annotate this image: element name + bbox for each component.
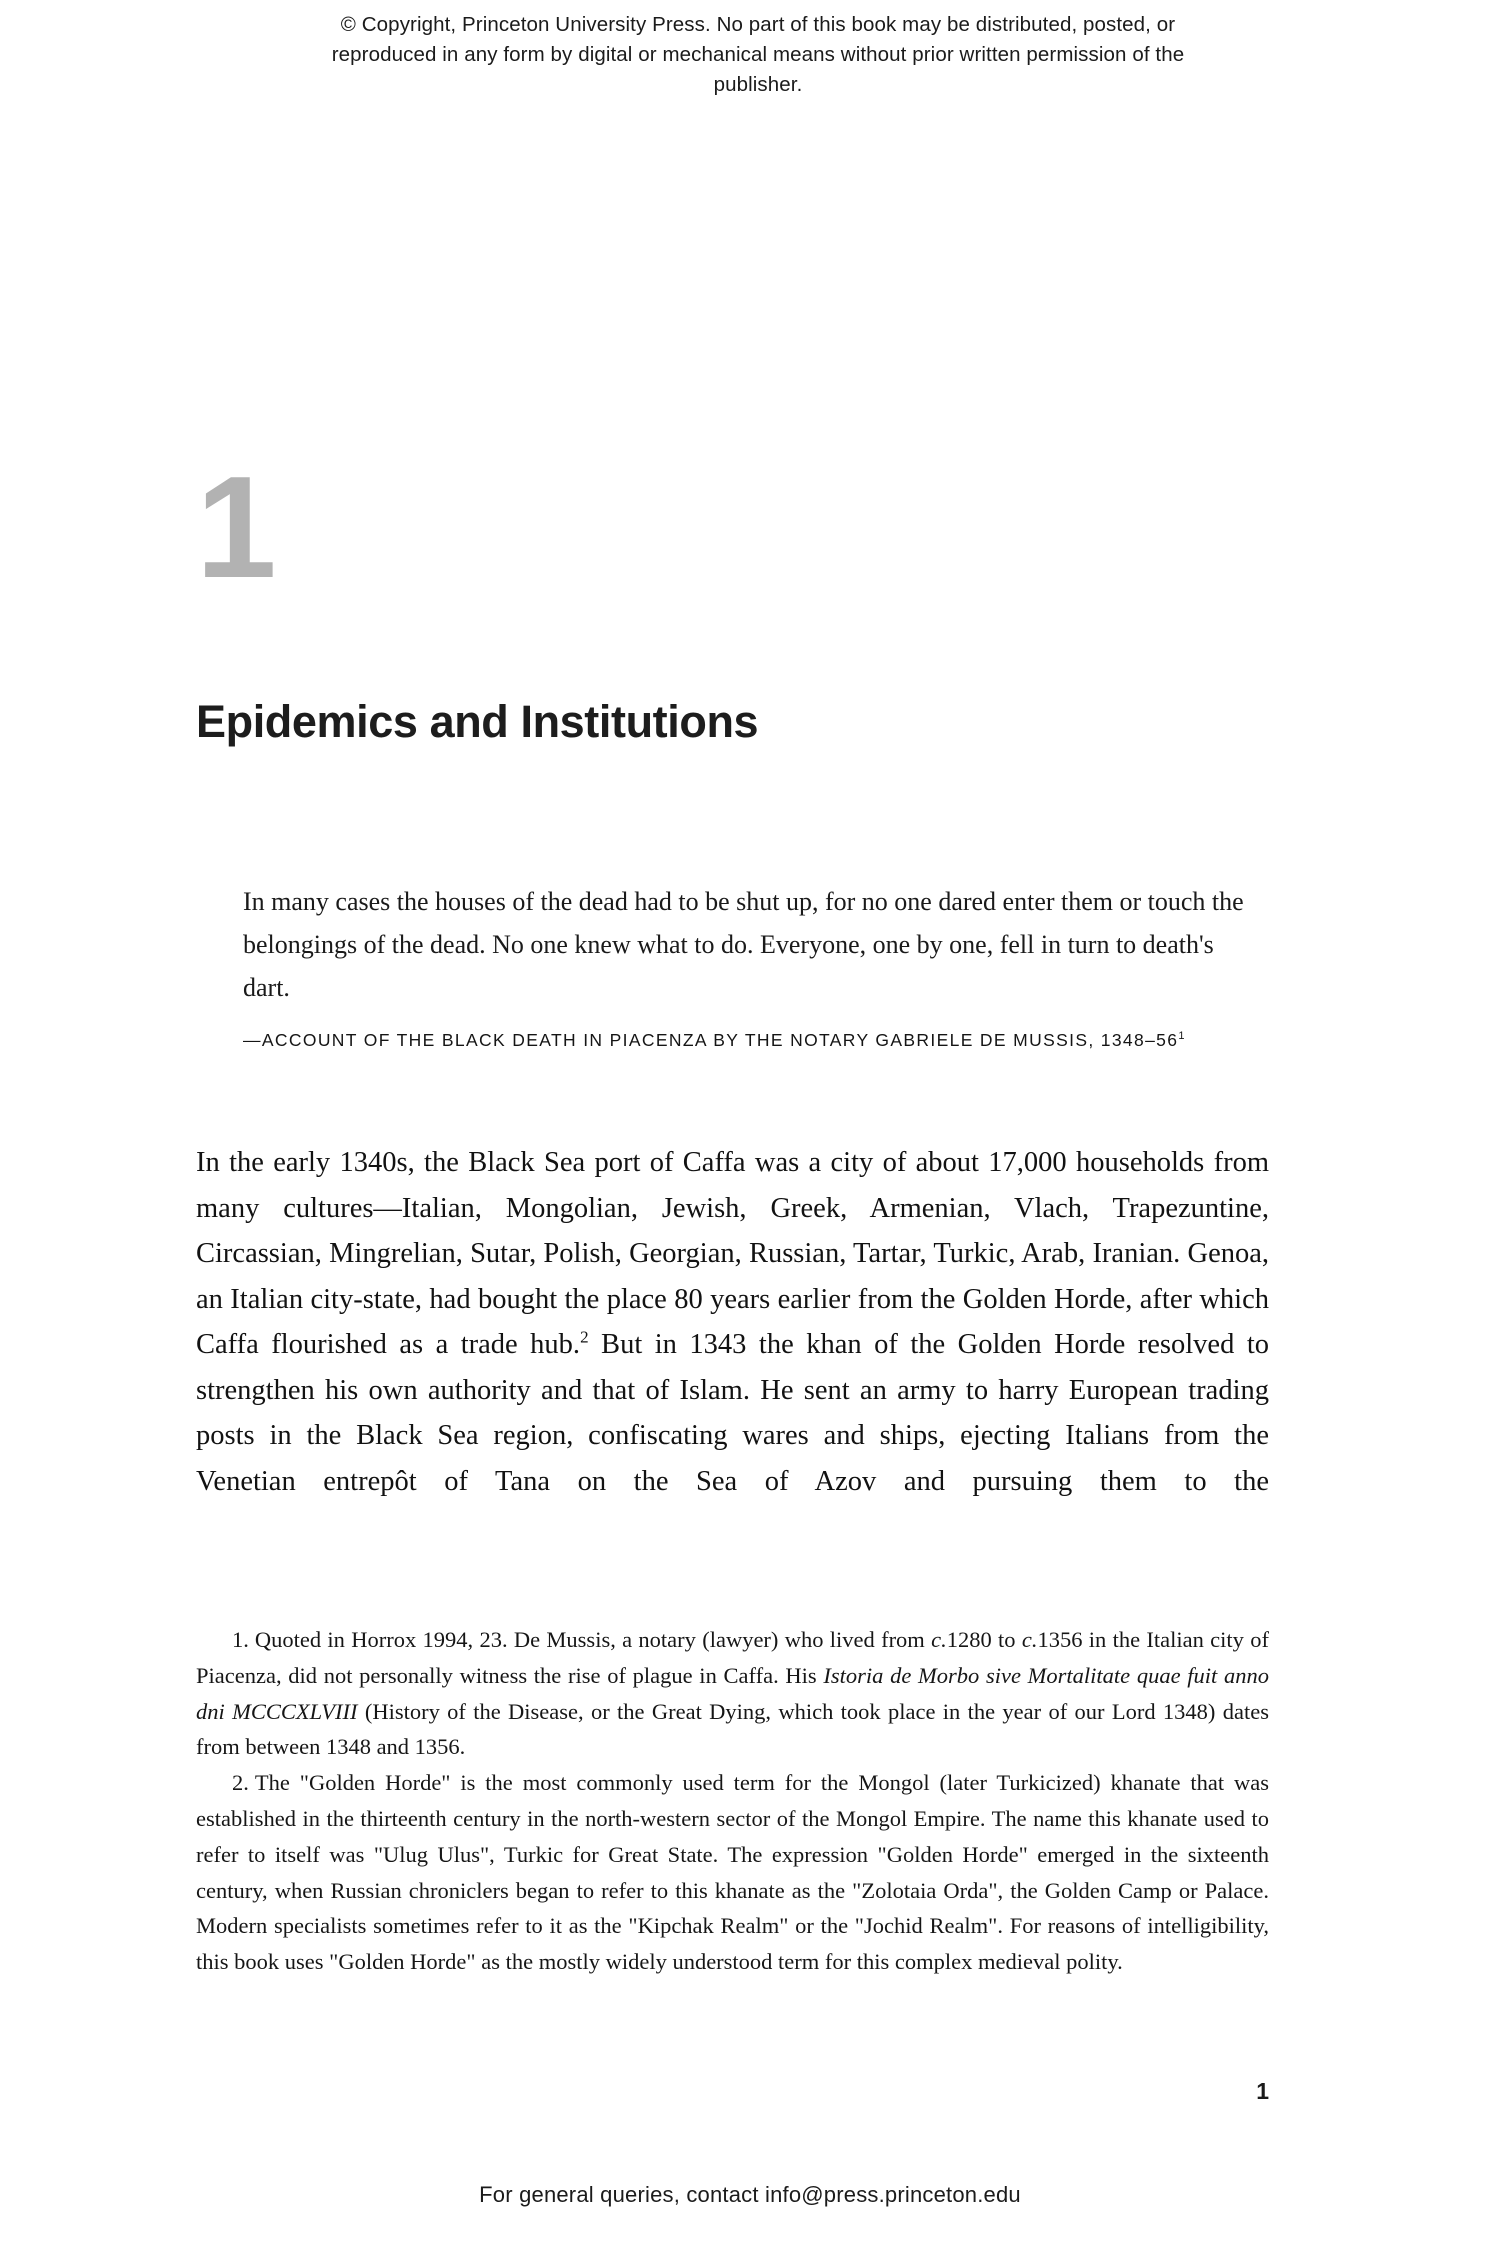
epigraph-attribution-dash: — [243,1030,262,1050]
footnote-2-number: 2. [232,1770,249,1796]
footnote-segment: 1356 in the Italian city of Piacenza, did not personally witness the rise of plague in Caffa. His [196,1627,1269,1688]
footnote-2 [196,1765,1269,1980]
epigraph-attribution [243,1025,1256,1056]
page-number: 1 [1256,2078,1269,2104]
footnotes-block [196,1622,1269,1980]
footer-queries-line: For general queries, contact info@press.princeton.edu [479,2182,1021,2207]
footnote-1-number: 1. [232,1627,249,1652]
page-title: Epidemics and Institutions [196,696,759,748]
footnote-segment: (History of the Disease, or the Great Dying, which took place in the year of our Lord 1348) dates from between 1348 and 1356. [196,1698,1269,1760]
body-paragraph-part-2: But in 1343 the khan of the Golden Horde resolved to strengthen his own authority and that of Islam. He sent an army to harry European trading posts in the Black Sea region, confiscating wares and ships, ejecting Italians from the Venetian entrepôt of Tana on the Sea of Azov and pursuing them to the [196,1329,1270,1497]
footnote-segment: 1280 to [946,1627,1022,1652]
chapter-number: 1 [196,446,275,608]
epigraph-attribution-text: ACCOUNT OF THE BLACK DEATH IN PIACENZA BY THE NOTARY GABRIELE DE MUSSIS, 1348–56 [261,1030,1179,1050]
body-paragraph [196,1140,1269,1504]
epigraph-block [243,880,1256,1056]
epigraph-footnote-marker: 1 [1178,1030,1186,1043]
body-footnote-marker: 2 [580,1327,589,1347]
footnote-segment: c. [931,1627,947,1652]
footnote-segment: Istoria de Morbo sive Mortalitate quae fuit anno dni MCCCXLVIII [196,1662,1269,1724]
copyright-notice: © Copyright, Princeton University Press. No part of this book may be distributed, posted, or reproduced in any form by digital or mechanical means without prior written permission of the publisher. [331,13,1185,96]
footnote-1-text [196,1627,1269,1759]
footnote-2-text [196,1770,1269,1974]
footnote-1 [196,1622,1269,1765]
footnote-segment: The "Golden Horde" is the most commonly used term for the Mongol (later Turkicized) khanate that was established in the thirteenth century in the north-western sector of the Mongol Empire. The name this khanate used to refer to itself was "Ulug Ulus", Turkic for Great State. The expression "Golden Horde" emerged in the sixteenth century, when Russian chroniclers began to refer to this khanate as the "Zolotaia Orda", the Golden Camp or Palace. Modern specialists sometimes refer to it as the "Kipchak Realm" or the "Jochid Realm". For reasons of intelligibility, this book uses "Golden Horde" as the mostly widely understood term for this complex medieval polity. [196,1770,1269,1975]
epigraph-quote: In many cases the houses of the dead had to be shut up, for no one dared enter them or touch the belongings of the dead. No one knew what to do. Everyone, one by one, fell in turn to death's dart. [243,887,1244,1002]
body-paragraph-part-1: In the early 1340s, the Black Sea port of Caffa was a city of about 17,000 households from many cultures—Italian, Mongolian, Jewish, Greek, Armenian, Vlach, Trapezuntine, Circassian, Mingrelian, Sutar, Polish, Georgian, Russian, Tartar, Turkic, Arab, Iranian. Genoa, an Italian city-state, had bought the place 80 years earlier from the Golden Horde, after which Caffa flourished as a trade hub. [196,1147,1269,1360]
footnote-segment: c. [1021,1627,1038,1652]
footnote-segment: Quoted in Horrox 1994, 23. De Mussis, a notary (lawyer) who lived from [254,1627,932,1652]
body-text-block [196,1140,1269,1504]
